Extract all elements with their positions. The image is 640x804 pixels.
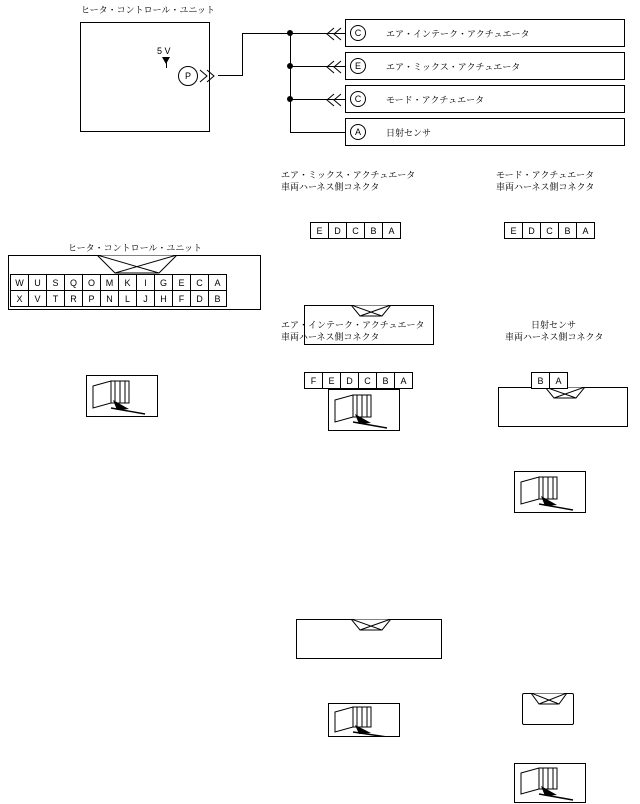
pin-cell: C	[191, 275, 209, 291]
pin-cell: A	[395, 373, 413, 389]
pin-cell: Q	[65, 275, 83, 291]
mode-connector-shell	[498, 387, 628, 427]
connector-plug-icon	[515, 764, 585, 802]
component-row-sun-sensor	[345, 118, 625, 146]
pin-cell: C	[359, 373, 377, 389]
connector-plug-icon	[329, 390, 399, 430]
connector-plug-icon	[515, 472, 585, 512]
pin-cell: A	[209, 275, 227, 291]
pin-cell: C	[347, 223, 365, 239]
connector-latch-icon	[97, 255, 177, 274]
table-row	[532, 373, 568, 389]
pin-cell: P	[83, 291, 101, 307]
pin-cell: B	[365, 223, 383, 239]
pin-cell: G	[155, 275, 173, 291]
pin-cell: U	[29, 275, 47, 291]
wire-riser	[242, 33, 243, 76]
hcu-connector-illustration	[86, 375, 158, 417]
signal-chevrons-icon	[198, 68, 220, 84]
pin-cell: H	[155, 291, 173, 307]
pin-cell: E	[173, 275, 191, 291]
power-source-symbol: P	[178, 66, 198, 86]
connector-latch-icon	[531, 693, 567, 705]
pin-cell: I	[137, 275, 155, 291]
connector-latch-icon	[351, 305, 391, 317]
junction-dot-2	[287, 63, 293, 69]
table-row	[505, 223, 595, 239]
air-mix-connector-illustration	[328, 389, 400, 431]
pin-cell: D	[191, 291, 209, 307]
pin-cell: A	[383, 223, 401, 239]
wire-top-run	[242, 33, 290, 34]
pin-cell: W	[11, 275, 29, 291]
air-intake-connector-pin-table	[304, 372, 413, 389]
air-mix-connector-title-line1: エア・ミックス・アクチュエータ	[281, 170, 416, 180]
voltage-arrow-head	[162, 57, 170, 64]
junction-dot-1	[287, 30, 293, 36]
wire-bus-vertical	[290, 33, 291, 133]
pin-cell: F	[173, 291, 191, 307]
direction-chevrons-icon-1	[325, 26, 345, 42]
sun-sensor-connector-shell	[522, 693, 574, 725]
pin-cell: E	[311, 223, 329, 239]
mode-connector-pin-table	[504, 222, 595, 239]
component-label-air-intake: エア・インテーク・アクチュエータ	[386, 28, 530, 39]
sun-sensor-connector-title-line2: 車両ハーネス側コネクタ	[505, 332, 604, 342]
pin-cell: K	[119, 275, 137, 291]
mode-connector-title-line1: モード・アクチュエータ	[496, 170, 595, 180]
pin-letter-sun-sensor: A	[350, 124, 366, 140]
pin-cell: B	[377, 373, 395, 389]
hcu-title: ヒータ・コントロール・ユニット	[80, 5, 216, 15]
pin-cell: B	[532, 373, 550, 389]
connector-latch-icon	[351, 619, 391, 631]
wire-p-out	[218, 75, 242, 76]
air-intake-connector-title-line1: エア・インテーク・アクチュエータ	[281, 320, 425, 330]
table-row	[11, 291, 227, 307]
pin-cell: L	[119, 291, 137, 307]
pin-cell: B	[559, 223, 577, 239]
pin-cell: D	[341, 373, 359, 389]
air-mix-connector-pin-table	[310, 222, 401, 239]
pin-cell: A	[550, 373, 568, 389]
pin-cell: J	[137, 291, 155, 307]
voltage-label: 5 V	[157, 46, 171, 56]
junction-dot-3	[287, 96, 293, 102]
pin-cell: N	[101, 291, 119, 307]
pin-cell: A	[577, 223, 595, 239]
component-row-air-intake	[345, 19, 625, 47]
connector-plug-icon	[329, 704, 399, 737]
pin-cell: O	[83, 275, 101, 291]
air-intake-connector-illustration	[328, 703, 400, 737]
pin-letter-mode: C	[350, 91, 366, 107]
hcu-connector-pin-table	[10, 274, 227, 307]
mode-connector-title-line2: 車両ハーネス側コネクタ	[496, 182, 595, 192]
pin-cell: F	[305, 373, 323, 389]
pin-cell: T	[47, 291, 65, 307]
pin-cell: D	[523, 223, 541, 239]
sun-sensor-connector-illustration	[514, 763, 586, 803]
branch-4	[290, 132, 345, 133]
pin-letter-air-mix: E	[350, 58, 366, 74]
air-mix-connector-title-line2: 車両ハーネス側コネクタ	[281, 182, 380, 192]
sun-sensor-connector-title-line1: 日射センサ	[531, 320, 577, 330]
pin-cell: C	[541, 223, 559, 239]
pin-cell: B	[209, 291, 227, 307]
pin-cell: X	[11, 291, 29, 307]
pin-cell: M	[101, 275, 119, 291]
sun-sensor-connector-pin-table	[531, 372, 568, 389]
component-label-sun-sensor: 日射センサ	[386, 127, 432, 138]
air-intake-connector-title-line2: 車両ハーネス側コネクタ	[281, 332, 380, 342]
mode-connector-illustration	[514, 471, 586, 513]
pin-letter-air-intake: C	[350, 25, 366, 41]
pin-cell: E	[505, 223, 523, 239]
direction-chevrons-icon-2	[325, 59, 345, 75]
component-row-air-mix	[345, 52, 625, 80]
component-label-air-mix: エア・ミックス・アクチュエータ	[386, 61, 521, 72]
pin-cell: D	[329, 223, 347, 239]
pin-cell: E	[323, 373, 341, 389]
pin-cell: R	[65, 291, 83, 307]
direction-chevrons-icon-3	[325, 92, 345, 108]
component-label-mode: モード・アクチュエータ	[386, 94, 485, 105]
table-row	[311, 223, 401, 239]
pin-cell: V	[29, 291, 47, 307]
hcu-connector-title-line1: ヒータ・コントロール・ユニット	[67, 243, 203, 253]
air-intake-connector-shell	[296, 619, 442, 659]
component-row-mode	[345, 85, 625, 113]
pin-cell: S	[47, 275, 65, 291]
connector-plug-icon	[87, 376, 157, 416]
table-row	[11, 275, 227, 291]
table-row	[305, 373, 413, 389]
